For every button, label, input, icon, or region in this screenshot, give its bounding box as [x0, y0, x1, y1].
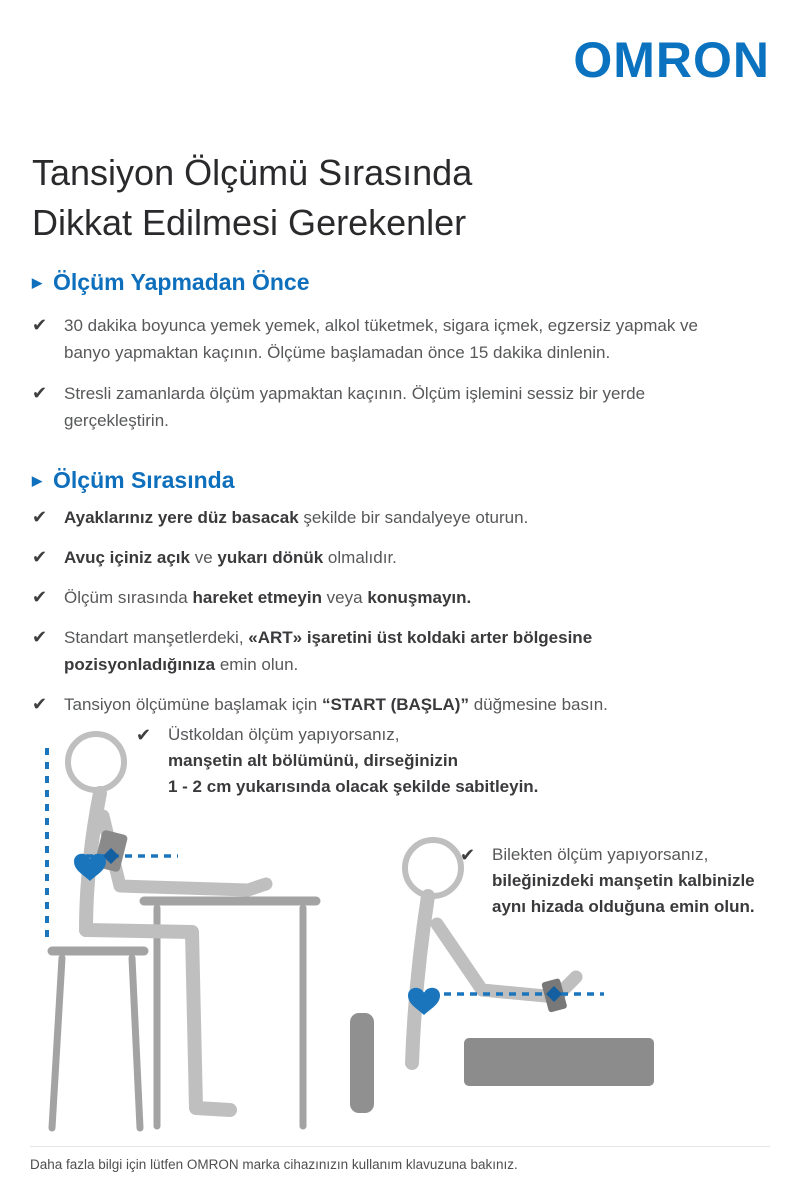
- title-line-2: Dikkat Edilmesi Gerekenler: [32, 202, 467, 243]
- text-segment: emin olun.: [215, 655, 299, 674]
- text-segment-bold: yukarı dönük: [217, 548, 324, 567]
- page-title: [32, 148, 472, 248]
- list-item: [32, 380, 756, 434]
- list-item: [32, 312, 756, 366]
- note-lead: Üstkoldan ölçüm yapıyorsanız,: [168, 725, 400, 744]
- item-text: 30 dakika boyunca yemek yemek, alkol tüketmek, sigara içmek, egzersiz yapmak ve banyo yapmaktan kaçının. Ölçüme başlamadan önce 15 dakika dinlenin.: [64, 316, 698, 362]
- arm: [103, 816, 266, 890]
- upper-arm-note: [136, 722, 596, 800]
- checkmark-icon: ✔: [32, 507, 48, 527]
- checkmark-icon: ✔: [32, 627, 48, 647]
- section-heading-during: [32, 466, 756, 494]
- text-segment: Tansiyon ölçümüne başlamak için: [64, 695, 322, 714]
- note-bold-line: manşetin alt bölümünü, dirseğinizin: [168, 751, 458, 770]
- checkmark-icon: ✔: [32, 694, 48, 714]
- table-slab: [464, 1038, 654, 1086]
- header: [573, 34, 770, 86]
- title-line-1: Tansiyon Ölçümü Sırasında: [32, 152, 473, 193]
- section-before-measurement: [32, 268, 756, 434]
- chair-back: [350, 1013, 374, 1113]
- head: [68, 734, 124, 790]
- text-segment-bold: “START (BAŞLA)”: [321, 695, 469, 714]
- item-text: Stresli zamanlarda ölçüm yapmaktan kaçının. Ölçüm işlemini sessiz bir yerde gerçekleştirin.: [64, 384, 646, 430]
- content: [32, 268, 756, 718]
- text-segment-bold: konuşmayın.: [367, 588, 472, 607]
- chevron-right-icon: ▶: [32, 473, 42, 488]
- checkmark-icon: ✔: [32, 315, 48, 335]
- illustrations: [0, 712, 800, 1148]
- item-text: [64, 544, 397, 571]
- list-item: [32, 624, 756, 678]
- item-text: [64, 584, 471, 611]
- list-item: [32, 504, 756, 531]
- text-segment: olmalıdır.: [323, 548, 397, 567]
- note-text: [168, 722, 538, 800]
- checkmark-icon: ✔: [32, 383, 48, 403]
- checkmark-icon: ✔: [460, 845, 476, 865]
- chevron-right-icon: ▶: [32, 275, 42, 290]
- section-heading-text: Ölçüm Sırasında: [53, 467, 235, 493]
- text-segment: ve: [189, 548, 218, 567]
- list-item: [32, 544, 756, 571]
- section-during-measurement: [32, 466, 756, 718]
- text-segment: düğmesine basın.: [468, 695, 608, 714]
- omron-logo: OMRON: [573, 32, 770, 88]
- note-lead: Bilekten ölçüm yapıyorsanız,: [492, 845, 709, 864]
- section-heading-text: Ölçüm Yapmadan Önce: [53, 269, 310, 295]
- torso: [412, 896, 428, 1063]
- item-text: [64, 504, 528, 531]
- section-heading-before: [32, 268, 756, 296]
- text-segment: Ölçüm sırasında: [64, 588, 193, 607]
- text-segment-bold: «ART» işaretini üst koldaki arter bölgesine pozisyonladığınıza: [64, 628, 593, 674]
- text-segment: veya: [321, 588, 368, 607]
- footer: [30, 1146, 770, 1174]
- text-segment-bold: Ayaklarınız yere düz basacak: [64, 508, 299, 527]
- checkmark-icon: ✔: [136, 725, 152, 745]
- checkmark-icon: ✔: [32, 587, 48, 607]
- wrist-note: [460, 842, 790, 920]
- checkmark-icon: ✔: [32, 547, 48, 567]
- text-segment-bold: hareket etmeyin: [192, 588, 322, 607]
- head: [405, 840, 461, 896]
- text-segment: Standart manşetlerdeki,: [64, 628, 249, 647]
- list-item: [32, 584, 756, 611]
- footer-text: Daha fazla bilgi için lütfen OMRON marka cihazınızın kullanım klavuzuna bakınız.: [30, 1157, 518, 1172]
- text-segment: şekilde bir sandalyeye oturun.: [298, 508, 529, 527]
- stool: [52, 951, 144, 1128]
- item-text: [64, 624, 712, 678]
- note-text: [492, 842, 755, 920]
- note-bold-line: 1 - 2 cm yukarısında olacak şekilde sabitleyin.: [168, 777, 539, 796]
- note-bold-line: aynı hizada olduğuna emin olun.: [492, 897, 755, 916]
- note-bold-line: bileğinizdeki manşetin kalbinizle: [492, 871, 755, 890]
- text-segment-bold: Avuç içiniz açık: [64, 548, 190, 567]
